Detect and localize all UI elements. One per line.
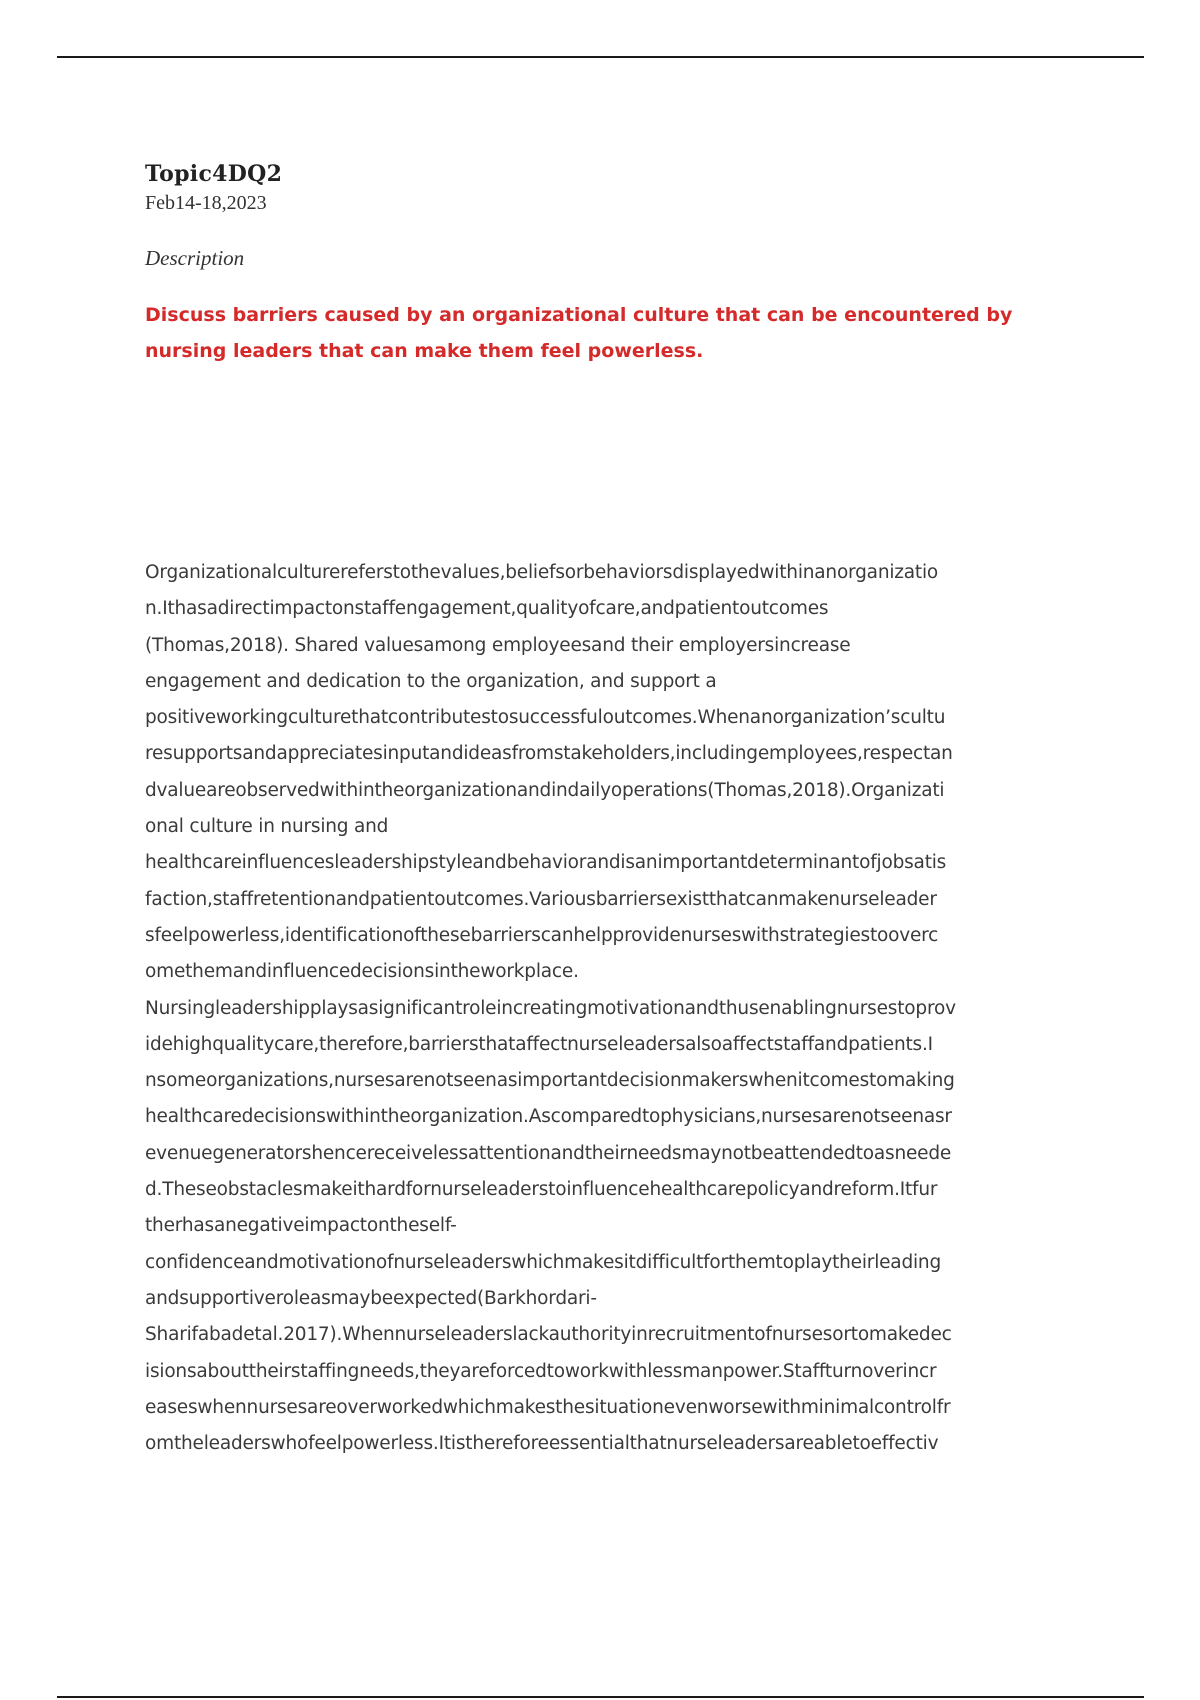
body-line: therhasanegativeimpactontheself- [145,1215,457,1237]
body-line: sfeelpowerless,identificationofthesebarrierscanhelpprovidenurseswithstrategiestooverc [145,924,939,946]
body-line: easeswhennursesareoverworkedwhichmakesthesituationevenworsewithminimalcontrolfr [145,1396,951,1418]
body-line: n.Ithasadirectimpactonstaffengagement,qualityofcare,andpatientoutcomes [145,598,829,620]
description-label: Description [145,246,245,270]
body-line: omtheleaderswhofeelpowerless.Itisthereforeessentialthatnurseleadersareabletoeffectiv [145,1433,939,1455]
body-line: Nursingleadershipplaysasignificantroleincreatingmotivationandthusenablingnursestoprov [145,997,956,1019]
body-line: evenuegeneratorshencereceivelessattentionandtheirneedsmaynotbeattendedtoasneede [145,1142,952,1164]
body-line: positiveworkingculturethatcontributestosuccessfuloutcomes.Whenanorganization’scultu [145,707,946,729]
document-body [145,555,1065,1462]
body-line: healthcareinfluencesleadershipstyleandbehaviorandisanimportantdeterminantofjobsatis [145,852,947,874]
body-line: Sharifabadetal.2017).Whennurseleaderslackauthorityinrecruitmentofnursesortomakedec [145,1324,952,1346]
body-line: isionsabouttheirstaffingneeds,theyareforcedtoworkwithlessmanpower.Staffturnoverincr [145,1360,937,1382]
document-date: Feb14-18,2023 [145,192,267,214]
body-line: omethemandinfluencedecisionsintheworkplace. [145,961,579,983]
body-line: (Thomas,2018). Shared valuesamong employeesand their employersincrease [145,634,851,656]
body-line: andsupportiveroleasmaybeexpected(Barkhordari- [145,1287,597,1309]
body-line: Organizationalculturereferstothevalues,beliefsorbehaviorsdisplayedwithinanorganizatio [145,562,939,583]
top-rule [57,56,1144,58]
body-line: d.Theseobstaclesmakeithardfornurseleaderstoinfluencehealthcarepolicyandreform.Itfur [145,1179,938,1201]
body-line: resupportsandappreciatesinputandideasfromstakeholders,includingemployees,respectan [145,743,953,765]
body-line: healthcaredecisionswithintheorganization.Ascomparedtophysicians,nursesarenotseenasr [145,1106,952,1128]
body-line: dvalueareobservedwithintheorganizationandindailyoperations(Thomas,2018).Organizati [145,779,945,801]
body-line: onal culture in nursing and [145,816,389,838]
body-line: idehighqualitycare,therefore,barriersthataffectnurseleadersalsoaffectstaffandpatients.I [145,1033,933,1055]
bottom-rule [57,1696,1144,1698]
body-line: confidenceandmotivationofnurseleaderswhichmakesitdifficultforthemtoplaytheirleading [145,1251,942,1273]
body-line: nsomeorganizations,nursesarenotseenasimportantdecisionmakerswhenitcomestomaking [145,1070,955,1092]
document-header [145,160,1075,369]
page-title: Topic4DQ2 [145,161,283,187]
body-line: faction,staffretentionandpatientoutcomes.Variousbarriersexistthatcanmakenurseleader [145,888,937,910]
discussion-prompt: Discuss barriers caused by an organizational culture that can be encountered by nursing leaders that can make them feel powerless. [145,304,1013,362]
body-line: engagement and dedication to the organization, and support a [145,670,717,692]
